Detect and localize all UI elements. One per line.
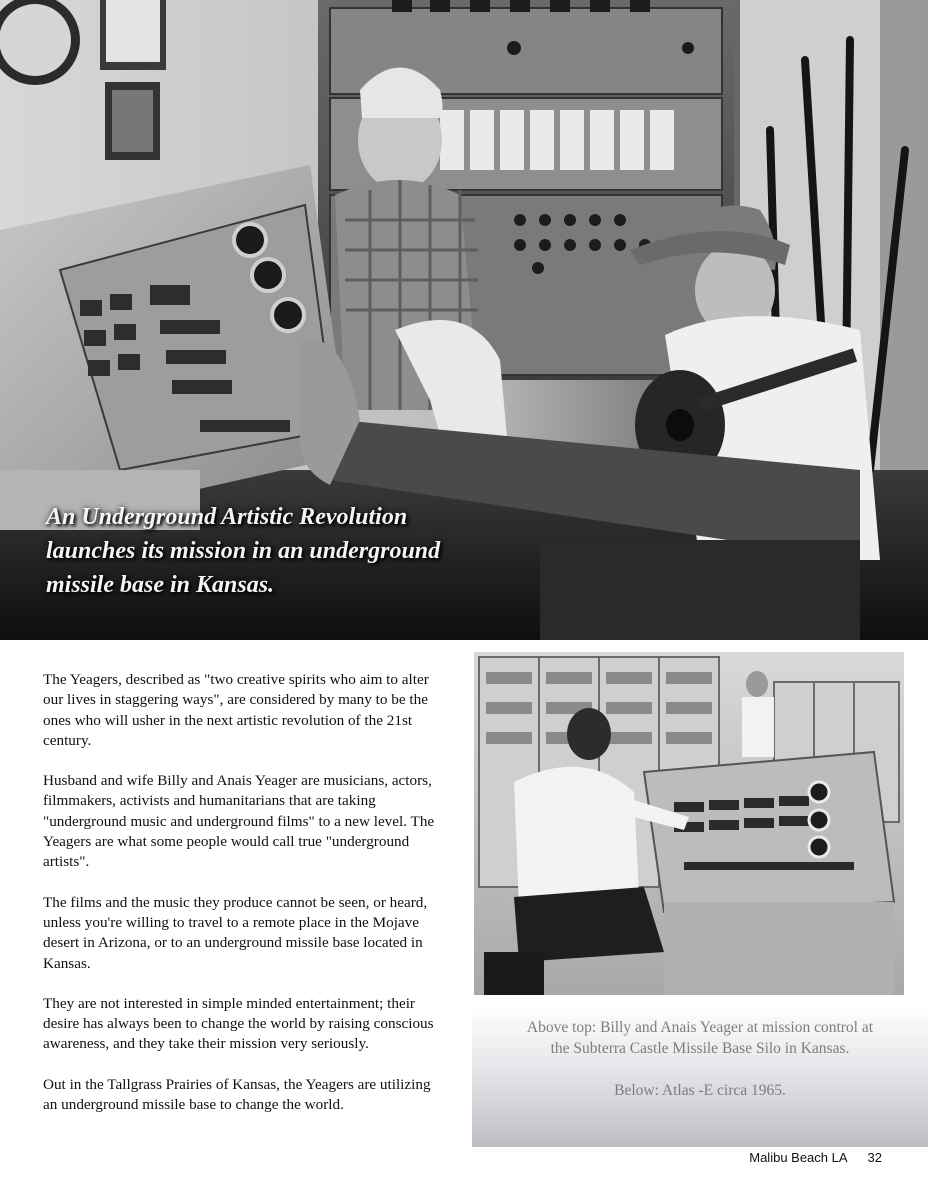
caption-line: the Subterra Castle Missile Base Silo in Kansas. [550,1040,850,1057]
article-body [43,670,435,1135]
caption-line: Below: Atlas -E circa 1965. [614,1082,786,1099]
article-paragraph: Out in the Tallgrass Prairies of Kansas, the Yeagers are utilizing an underground missile base to change the world. [43,1075,431,1114]
page-number: 32 [867,1150,882,1165]
page-footer [749,1150,882,1165]
article-paragraph: The films and the music they produce cannot be seen, or heard, unless you're willing to travel to a remote place in the Mojave desert in Arizona, or to an underground missile base located in Kansas. [43,893,428,972]
article-paragraph: Husband and wife Billy and Anais Yeager are musicians, actors, filmmakers, activists and humanitarians that are taking "underground music and underground films" to a new level. The Yeagers are what some people would call true "underground artists". [43,772,435,871]
publication-name: Malibu Beach LA [749,1150,848,1165]
hero-caption-line: An Underground Artistic Revolution [46,504,408,530]
hero-caption-line: launches its mission in an underground [46,538,441,564]
article-paragraph: The Yeagers, described as "two creative spirits who aim to alter our lives in staggering ways", are considered by many to be the ones who will usher in the next artistic revolution of the 21st century. [43,671,429,749]
caption-line: Above top: Billy and Anais Yeager at mission control at [526,1019,874,1036]
atlas-e-photo-illustration [474,652,904,995]
hero-caption [46,500,516,602]
photo-caption [472,1004,928,1147]
atlas-e-photo [474,652,904,995]
article-paragraph: They are not interested in simple minded entertainment; their desire has always been to change the world by raising conscious awareness, and they take their mission very seriously. [43,994,434,1053]
hero-caption-line: missile base in Kansas. [46,572,275,598]
